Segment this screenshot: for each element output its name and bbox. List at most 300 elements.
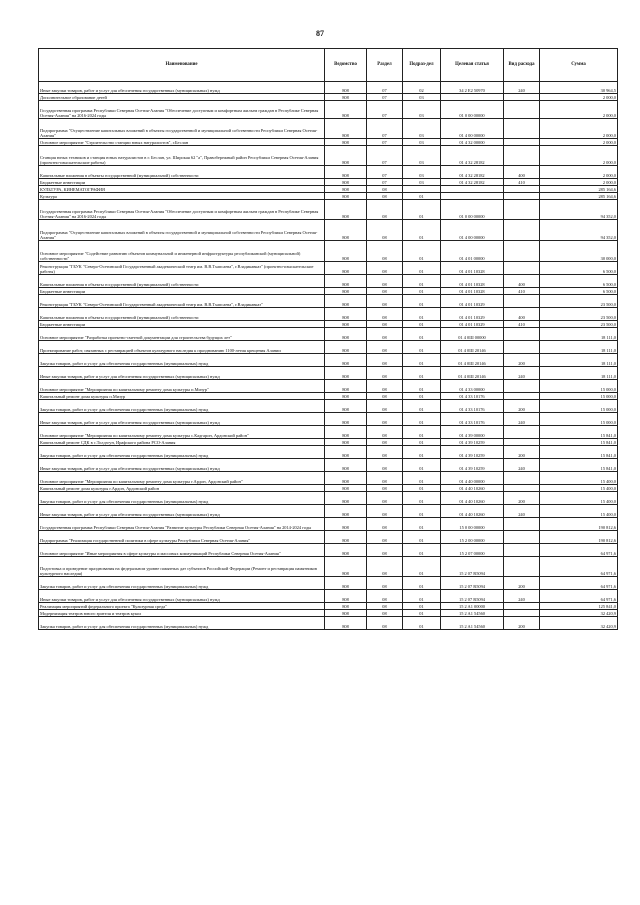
row-amount: 15 000,0 [540,393,618,400]
row-subsection: 01 [403,617,441,630]
table-row [39,241,618,262]
row-amount: 64 971,6 [540,577,618,590]
row-subsection: 01 [403,531,441,544]
row-department: 808 [325,400,367,413]
row-target-article: 15 0 00 00000 [441,518,504,531]
row-expense-type: 200 [504,617,540,630]
row-section: 07 [367,179,403,186]
table-header-row [39,49,618,82]
row-department: 808 [325,119,367,139]
row-amount: 15 400,0 [540,492,618,505]
row-name: Модернизация театров юного зрителя и театров кукол [39,610,325,617]
row-department: 808 [325,82,367,94]
row-subsection: 01 [403,577,441,590]
row-amount: 23 500,0 [540,308,618,321]
row-department: 808 [325,505,367,518]
row-expense-type [504,393,540,400]
row-section: 08 [367,413,403,426]
row-amount: 6 500,0 [540,275,618,288]
header-name: Наименование [39,49,325,82]
row-section: 08 [367,321,403,328]
row-expense-type [504,119,540,139]
table-row [39,459,618,472]
row-expense-type: 410 [504,179,540,186]
row-subsection: 01 [403,518,441,531]
row-department: 808 [325,603,367,610]
row-name: Капитальные вложения в объекты государственной (муниципальной) собственности [39,166,325,179]
row-section: 08 [367,400,403,413]
row-section: 08 [367,367,403,380]
row-department: 808 [325,426,367,439]
row-amount: 32 420,9 [540,617,618,630]
table-row [39,380,618,393]
row-subsection: 01 [403,590,441,603]
row-name: Станция юных техников и станция юных натуралистов в г. Беслан, ул. Широкая 62 "а", Правобережный район Республики Северная Осетия-Алания (проектно-изыскательские работы) [39,146,325,166]
row-name: Бюджетные инвестиции [39,321,325,328]
row-subsection: 01 [403,557,441,577]
table-row [39,193,618,200]
row-amount: 30 000,0 [540,241,618,262]
row-name: Подпрограмма "Осуществление капитальных вложений в объекты государственной и муниципальной собственности Республики Северная Осетия-Алания" [39,220,325,241]
table-row [39,166,618,179]
row-name: Закупка товаров, работ и услуг для обеспечения государственных (муниципальных) нужд [39,492,325,505]
row-name: Закупка товаров, работ и услуг для обеспечения государственных (муниципальных) нужд [39,400,325,413]
table-row [39,577,618,590]
table-row [39,610,618,617]
row-target-article: 01 4 01 10329 [441,295,504,308]
row-name: Бюджетные инвестиции [39,179,325,186]
row-subsection: 03 [403,166,441,179]
row-expense-type: 400 [504,166,540,179]
table-row [39,275,618,288]
row-section: 08 [367,426,403,439]
row-subsection: 01 [403,380,441,393]
table-row [39,472,618,485]
row-amount: 15 841,0 [540,439,618,446]
row-target-article: 01 4 40 10260 [441,485,504,492]
row-section: 08 [367,617,403,630]
row-amount: 285 164,6 [540,193,618,200]
row-subsection: 01 [403,308,441,321]
row-subsection: 01 [403,220,441,241]
row-expense-type: 200 [504,354,540,367]
row-target-article: 01 4 0Ш 20146 [441,354,504,367]
table-row [39,94,618,101]
row-subsection: 03 [403,139,441,146]
row-target-article: 15 2 07 00000 [441,544,504,557]
row-target-article: 01 4 32 28182 [441,146,504,166]
row-subsection: 01 [403,400,441,413]
row-section: 08 [367,354,403,367]
row-section: 08 [367,262,403,275]
row-amount: 15 000,0 [540,380,618,393]
row-target-article: 15 2 00 00000 [441,531,504,544]
row-name: Основное мероприятие "Содействие развитию объектов коммунальной и инженерной инфраструктуры республиканской (муниципальной) собственности" [39,241,325,262]
table-row [39,400,618,413]
budget-table [38,48,618,630]
row-expense-type [504,531,540,544]
row-amount: 94 352,0 [540,220,618,241]
row-name: Основное мероприятие "Разработка проектно-сметной документации для строительства будущих лет" [39,328,325,341]
row-subsection: 03 [403,94,441,101]
table-row [39,288,618,295]
table-row [39,439,618,446]
table-row [39,119,618,139]
row-department: 808 [325,288,367,295]
row-name: Государственная программа Республики Северная Осетия-Алания "Развитие культуры Республики Северная Осетия-Алания" на 2014-2024 годы [39,518,325,531]
row-target-article: 01 4 32 00000 [441,139,504,146]
row-name: Основное мероприятие "Иные мероприятия в сфере культуры и массовых коммуникаций Республики Северная Осетия-Алания" [39,544,325,557]
row-amount: 23 500,0 [540,321,618,328]
row-target-article: 01 4 40 10260 [441,492,504,505]
row-section: 08 [367,393,403,400]
row-target-article: 01 4 33 10176 [441,400,504,413]
row-department: 808 [325,393,367,400]
table-row [39,179,618,186]
row-amount: 15 400,0 [540,485,618,492]
row-section: 08 [367,446,403,459]
table-row [39,308,618,321]
row-department: 808 [325,262,367,275]
table-row [39,321,618,328]
row-subsection: 01 [403,603,441,610]
row-department: 808 [325,531,367,544]
row-amount: 15 000,0 [540,400,618,413]
row-subsection: 02 [403,82,441,94]
row-target-article [441,186,504,193]
row-section: 07 [367,166,403,179]
row-name: Закупка товаров, работ и услуг для обеспечения государственных (муниципальных) нужд [39,446,325,459]
row-department: 808 [325,446,367,459]
row-amount: 18 111,0 [540,328,618,341]
row-expense-type [504,241,540,262]
row-expense-type: 200 [504,492,540,505]
row-department: 808 [325,341,367,354]
row-subsection: 03 [403,146,441,166]
row-target-article: 15 2 07 R5094 [441,577,504,590]
row-target-article: 34 2 E2 50970 [441,82,504,94]
row-target-article: 01 4 33 00000 [441,380,504,393]
page-number: 87 [316,29,324,38]
row-target-article: 01 4 39 10259 [441,459,504,472]
table-row [39,295,618,308]
row-department: 808 [325,492,367,505]
row-section: 08 [367,439,403,446]
row-amount: 18 111,0 [540,367,618,380]
row-section: 07 [367,101,403,119]
row-name: Бюджетные инвестиции [39,288,325,295]
row-amount: 190 812,6 [540,518,618,531]
row-expense-type [504,544,540,557]
row-name: Культура [39,193,325,200]
row-name: Закупка товаров, работ и услуг для обеспечения государственных (муниципальных) нужд [39,354,325,367]
row-expense-type [504,94,540,101]
table-row [39,262,618,275]
row-section: 08 [367,518,403,531]
row-expense-type: 240 [504,413,540,426]
row-amount: 2 000,0 [540,146,618,166]
row-amount: 190 812,6 [540,531,618,544]
row-subsection: 01 [403,241,441,262]
row-amount: 2 000,0 [540,179,618,186]
row-amount: 64 971,6 [540,544,618,557]
row-expense-type: 240 [504,82,540,94]
row-name: Капитальный ремонт дома культуры г.Ардон, Ардонский район [39,485,325,492]
row-department: 808 [325,617,367,630]
row-subsection: 01 [403,328,441,341]
row-department: 808 [325,295,367,308]
row-section: 08 [367,590,403,603]
row-amount: 2 000,0 [540,166,618,179]
row-expense-type [504,193,540,200]
row-target-article: 01 4 00 00000 [441,220,504,241]
row-section: 08 [367,200,403,220]
row-amount: 64 971,6 [540,590,618,603]
header-amount: Сумма [540,49,618,82]
row-target-article: 01 4 0Ш 20146 [441,341,504,354]
row-expense-type [504,518,540,531]
row-amount: 2 000,0 [540,94,618,101]
row-department: 808 [325,166,367,179]
row-name: Основное мероприятие "Мероприятия по капитальному ремонту дома культуры с.Кадгарон, Ардонский район" [39,426,325,439]
row-department: 808 [325,459,367,472]
row-amount: 64 971,6 [540,557,618,577]
row-subsection: 01 [403,295,441,308]
row-name: Подготовка и проведение празднования на федеральном уровне памятных дат субъектов Российской Федерации (Ремонт и реставрация памятников культурного наследия) [39,557,325,577]
row-department: 808 [325,146,367,166]
row-amount: 15 000,0 [540,413,618,426]
row-section: 08 [367,288,403,295]
row-department: 808 [325,557,367,577]
row-expense-type [504,426,540,439]
row-expense-type [504,200,540,220]
row-target-article: 01 4 39 10259 [441,446,504,459]
row-amount: 23 500,0 [540,295,618,308]
row-subsection: 01 [403,393,441,400]
table-row [39,617,618,630]
row-subsection: 03 [403,119,441,139]
table-row [39,485,618,492]
header-subsection: Подраз-дел [403,49,441,82]
table-row [39,220,618,241]
table-row [39,367,618,380]
table-row [39,590,618,603]
row-subsection: 01 [403,426,441,439]
row-amount: 94 352,0 [540,200,618,220]
table-row [39,146,618,166]
row-expense-type: 200 [504,446,540,459]
row-name: Капитальные вложения в объекты государственной (муниципальной) собственности [39,275,325,288]
table-row [39,446,618,459]
row-expense-type [504,603,540,610]
row-name: Капитальные вложения в объекты государственной (муниципальной) собственности [39,308,325,321]
row-expense-type: 200 [504,577,540,590]
row-expense-type [504,146,540,166]
row-section: 08 [367,186,403,193]
row-expense-type: 400 [504,275,540,288]
row-department: 808 [325,590,367,603]
row-section: 08 [367,485,403,492]
row-name: Иные закупки товаров, работ и услуг для обеспечения государственных (муниципальных) нужд [39,367,325,380]
table-row [39,505,618,518]
row-amount: 285 164,6 [540,186,618,193]
table-row [39,139,618,146]
row-target-article: 15 2 07 R5094 [441,590,504,603]
row-subsection: 03 [403,179,441,186]
row-subsection: 01 [403,288,441,295]
row-expense-type: 200 [504,400,540,413]
row-section: 07 [367,94,403,101]
row-subsection: 01 [403,485,441,492]
row-name: Закупка товаров, работ и услуг для обеспечения государственных (муниципальных) нужд [39,617,325,630]
row-target-article: 01 4 39 10259 [441,439,504,446]
row-target-article: 01 4 40 10260 [441,505,504,518]
row-department: 808 [325,94,367,101]
row-expense-type: 410 [504,321,540,328]
row-department: 808 [325,241,367,262]
table-row [39,426,618,439]
row-subsection: 03 [403,101,441,119]
row-section: 08 [367,328,403,341]
row-name: Основное мероприятие "Мероприятия по капитальному ремонту дома культуры г.Ардон, Ардонский район" [39,472,325,485]
row-name: Иные закупки товаров, работ и услуг для обеспечения государственных (муниципальных) нужд [39,505,325,518]
row-department: 808 [325,380,367,393]
row-target-article [441,193,504,200]
row-target-article: 01 4 0Ш 20146 [441,367,504,380]
row-department: 808 [325,321,367,328]
row-name: Закупка товаров, работ и услуг для обеспечения государственных (муниципальных) нужд [39,577,325,590]
row-name: Реализация мероприятий федерального проекта "Культурная среда" [39,603,325,610]
row-section: 08 [367,557,403,577]
row-section: 08 [367,220,403,241]
row-amount: 2 000,0 [540,119,618,139]
table-row [39,557,618,577]
row-department: 808 [325,610,367,617]
row-section: 08 [367,603,403,610]
header-target-article: Целевая статья [441,49,504,82]
table-row [39,200,618,220]
table-body [39,82,618,630]
row-department: 808 [325,518,367,531]
row-department: 808 [325,472,367,485]
row-expense-type [504,101,540,119]
row-target-article: 01 4 01 10328 [441,275,504,288]
row-department: 808 [325,328,367,341]
row-amount: 125 841,0 [540,603,618,610]
row-name: Подпрограмма "Осуществление капитальных вложений в объекты государственной и муниципальной собственности Республики Северная Осетия-Алания" [39,119,325,139]
row-department: 808 [325,139,367,146]
table-row [39,603,618,610]
row-target-article: 01 4 00 00000 [441,119,504,139]
row-target-article: 15 2 A1 54560 [441,617,504,630]
row-name: Дополнительное образование детей [39,94,325,101]
row-amount: 15 400,0 [540,472,618,485]
row-name: Реконструкция "ГБУК "Северо-Осетинский Государственный академический театр им. В.В.Тхапсаева", г.Владикавказ" [39,295,325,308]
row-department: 808 [325,367,367,380]
row-expense-type: 410 [504,288,540,295]
row-section: 08 [367,531,403,544]
row-name: Подпрограмма "Реализация государственной политики в сфере культуры Республики Северная Осетия-Алания" [39,531,325,544]
row-expense-type [504,557,540,577]
row-section: 08 [367,610,403,617]
row-name: Иные закупки товаров, работ и услуг для обеспечения государственных (муниципальных) нужд [39,413,325,426]
row-name: Иные закупки товаров, работ и услуг для обеспечения государственных (муниципальных) нужд [39,82,325,94]
row-subsection: 01 [403,275,441,288]
row-subsection: 01 [403,321,441,328]
row-target-article: 15 2 07 R5094 [441,557,504,577]
row-subsection [403,186,441,193]
row-target-article [441,94,504,101]
row-subsection: 01 [403,459,441,472]
row-expense-type: 400 [504,308,540,321]
row-department: 808 [325,577,367,590]
row-name: Капитальный ремонт СДК в с.Толдзгун, Ирафского района РСО-Алания [39,439,325,446]
row-section: 08 [367,193,403,200]
row-section: 07 [367,139,403,146]
row-section: 08 [367,308,403,321]
row-target-article: 01 4 39 00000 [441,426,504,439]
row-subsection: 01 [403,193,441,200]
table-row [39,393,618,400]
row-expense-type [504,341,540,354]
row-section: 07 [367,119,403,139]
table-row [39,544,618,557]
row-subsection: 01 [403,413,441,426]
row-subsection: 01 [403,341,441,354]
row-department: 808 [325,413,367,426]
row-target-article: 01 0 00 00000 [441,200,504,220]
row-subsection: 01 [403,505,441,518]
row-expense-type [504,485,540,492]
table-row [39,413,618,426]
row-section: 08 [367,459,403,472]
row-department: 808 [325,186,367,193]
row-amount: 18 111,0 [540,354,618,367]
table-row [39,101,618,119]
row-expense-type [504,139,540,146]
row-target-article: 01 4 01 10329 [441,321,504,328]
row-subsection: 01 [403,544,441,557]
row-target-article: 01 4 01 10328 [441,288,504,295]
row-section: 08 [367,492,403,505]
row-department: 808 [325,354,367,367]
row-amount: 15 400,0 [540,505,618,518]
header-section: Раздел [367,49,403,82]
row-name: Иные закупки товаров, работ и услуг для обеспечения государственных (муниципальных) нужд [39,590,325,603]
row-department: 808 [325,308,367,321]
table-row [39,492,618,505]
row-section: 08 [367,341,403,354]
row-name: Государственная программа Республики Северная Осетия-Алания "Обеспечение доступным и комфортным жильем граждан в Республике Северная Осетия-Алания" на 2016-2024 годы [39,200,325,220]
row-amount: 15 841,0 [540,459,618,472]
table-row [39,531,618,544]
table-row [39,341,618,354]
row-target-article: 01 4 0Ш 00000 [441,328,504,341]
row-expense-type [504,186,540,193]
row-amount: 2 000,0 [540,139,618,146]
table-row [39,186,618,193]
row-expense-type: 240 [504,459,540,472]
row-amount: 32 420,9 [540,610,618,617]
table-row [39,328,618,341]
row-subsection: 01 [403,492,441,505]
row-section: 08 [367,275,403,288]
row-section: 07 [367,82,403,94]
row-target-article: 01 4 01 10328 [441,262,504,275]
row-target-article: 01 4 01 00000 [441,241,504,262]
row-name: Государственная программа Республики Северная Осетия-Алания "Обеспечение доступным и комфортным жильем граждан в Республике Северная Осетия-Алания" на 2016-2024 годы [39,101,325,119]
row-expense-type: 240 [504,590,540,603]
